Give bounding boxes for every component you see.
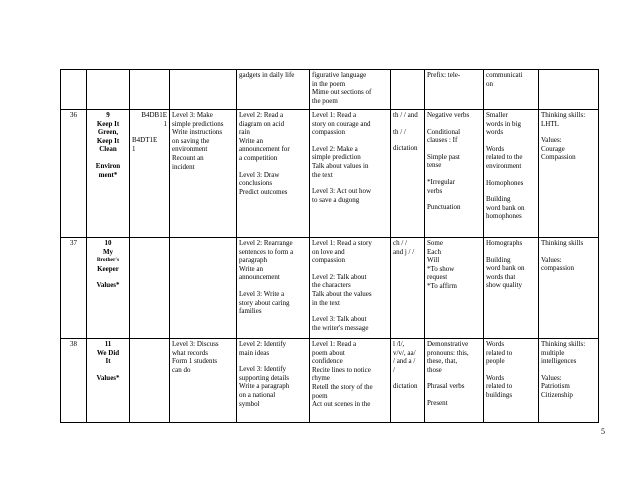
cell-text: Words related to buildings [486,373,513,399]
table-cell [237,339,310,423]
table-row [61,70,599,110]
cell-text: Some Each Will *To show request *To affirm [427,239,457,290]
cell-text: Values: Courage Compassion [541,136,576,162]
table-cell [539,238,599,339]
code-cell [130,110,170,238]
cell-text: Values: compassion [541,255,575,273]
table-cell [170,110,237,238]
cell-text: Building word bank on words that show quality [486,255,525,290]
cell-text: Level 1: Read a story on love and compassion [312,239,372,265]
table-cell [425,70,484,110]
row-number [61,339,87,423]
cell-text: Level 1: Read a poem about confidence Recite lines to notice rhyme Retell the story of the poem Act out scenes in the [312,340,373,409]
table-cell [391,339,425,423]
table-cell [484,110,539,238]
table-cell [310,110,391,238]
cell-text: Thinking skills: LHTL [541,111,586,128]
table-cell [539,110,599,238]
cell-text: gadgets in daily life [239,71,295,79]
table-cell [310,339,391,423]
table-cell [425,238,484,339]
cell-text: th / / [393,127,406,136]
code-text: B4DT1E 1 [132,136,158,153]
cell-text: dictation [393,144,418,153]
row-number-text: 37 [70,239,77,247]
theme-cell [87,110,130,238]
theme-cell [87,339,130,423]
table-cell [484,238,539,339]
cell-text: Punctuation [427,203,461,212]
table-cell [391,70,425,110]
cell-text: communicati on [486,71,523,88]
cell-text: Present [427,398,448,407]
theme-label: Values* [96,281,120,290]
cell-text: Level 3: Draw conclusions Predict outcomes [239,170,288,196]
code-text: B4DB1E 1 [141,111,167,128]
cell-text: Level 1: Read a story on courage and compassion [312,111,371,137]
cell-text: Values: Patriotism Citizenship [541,373,573,399]
table-cell [237,238,310,339]
cell-text: Level 3: Write a story about caring families [239,289,290,316]
theme-title: 11 We Did It [96,340,120,366]
table-cell [237,70,310,110]
cell-text: Level 2: Rearrange sentences to form a paragraph Write an announcement [239,239,294,282]
table-row [61,110,599,238]
table-cell [310,70,391,110]
row-number [61,238,87,339]
table-cell [170,339,237,423]
cell-text: Level 3: Act out how to save a dugong [312,187,372,204]
table-cell [391,238,425,339]
cell-text: dictation [393,382,418,391]
cell-text: Level 2: Read a diagram on acid rain Write an announcement for a competition [239,111,290,162]
theme-title: 10 [104,239,112,247]
table-row [61,238,599,339]
table-cell [130,70,170,110]
cell-text: Phrasal verbs [427,382,465,391]
cell-text: ch / / and j / / [393,239,415,256]
row-number-text: 36 [70,111,77,119]
cell-text: Level 3: Discuss what records Form 1 students can do [172,340,219,374]
table-cell [237,110,310,238]
code-cell [130,238,170,339]
theme-title: My [102,247,114,256]
cell-text: Thinking skills: multiple intelligences [541,340,586,366]
cell-text: th / / and [393,111,418,119]
table-cell [61,70,87,110]
cell-text: Building word bank on homophones [486,195,525,221]
table-cell [170,70,237,110]
cell-text: Homographs [486,239,523,247]
cell-text: Level 2: Identify main ideas [239,340,287,357]
table-cell [425,339,484,423]
table-cell [484,339,539,423]
theme-cell [87,238,130,339]
cell-text: Negative verbs [427,111,470,119]
cell-text: l /l/, v/v/, aa/ / and a / / [393,340,416,374]
cell-text: Prefix: tele- [427,71,461,79]
theme-title: Brother's [96,257,120,264]
cell-text: Simple past tense [427,152,460,170]
code-cell [130,339,170,423]
cell-text: Level 2: Make a simple prediction Talk about values in the text [312,144,369,179]
table-cell [170,238,237,339]
cell-text: Words related to people [486,340,513,366]
cell-text: Conditional clauses : If [427,127,461,145]
row-number [61,110,87,238]
cell-text: Level 2: Talk about the characters Talk about the values in the text [312,272,372,307]
cell-text: Level 3: Talk about the writer's message [312,315,369,332]
table-row [61,339,599,423]
cell-text: Level 3: Make simple predictions Write instructions on saving the environment Recount an incident [172,111,224,171]
theme-title: Keeper [97,264,119,273]
cell-text: Level 3: Identify supporting details Write a paragraph on a national symbol [239,365,290,408]
table-cell [425,110,484,238]
table-cell [87,70,130,110]
theme-title: 9 Keep It Green, Keep It Clean [96,111,120,154]
table-cell [484,70,539,110]
table-cell [539,70,599,110]
cell-text: figurative language in the poem Mime out sections of the poem [312,71,372,105]
cell-text: Thinking skills [541,239,584,247]
cell-text: Demonstrative pronouns: this, these, that, those [427,340,469,374]
row-number-text: 38 [70,340,77,348]
theme-label: Environ ment* [95,161,121,179]
table-cell [391,110,425,238]
page-number: 5 [601,427,605,436]
cell-text: *Irregular verbs [427,177,455,195]
cell-text: Smaller words in big words [486,111,521,137]
cell-text: Words related to the environment [486,144,523,170]
table-cell [310,238,391,339]
syllabus-table [60,69,599,423]
table-cell [539,339,599,423]
theme-label: Values* [96,373,120,382]
cell-text: Homophones [486,178,524,187]
